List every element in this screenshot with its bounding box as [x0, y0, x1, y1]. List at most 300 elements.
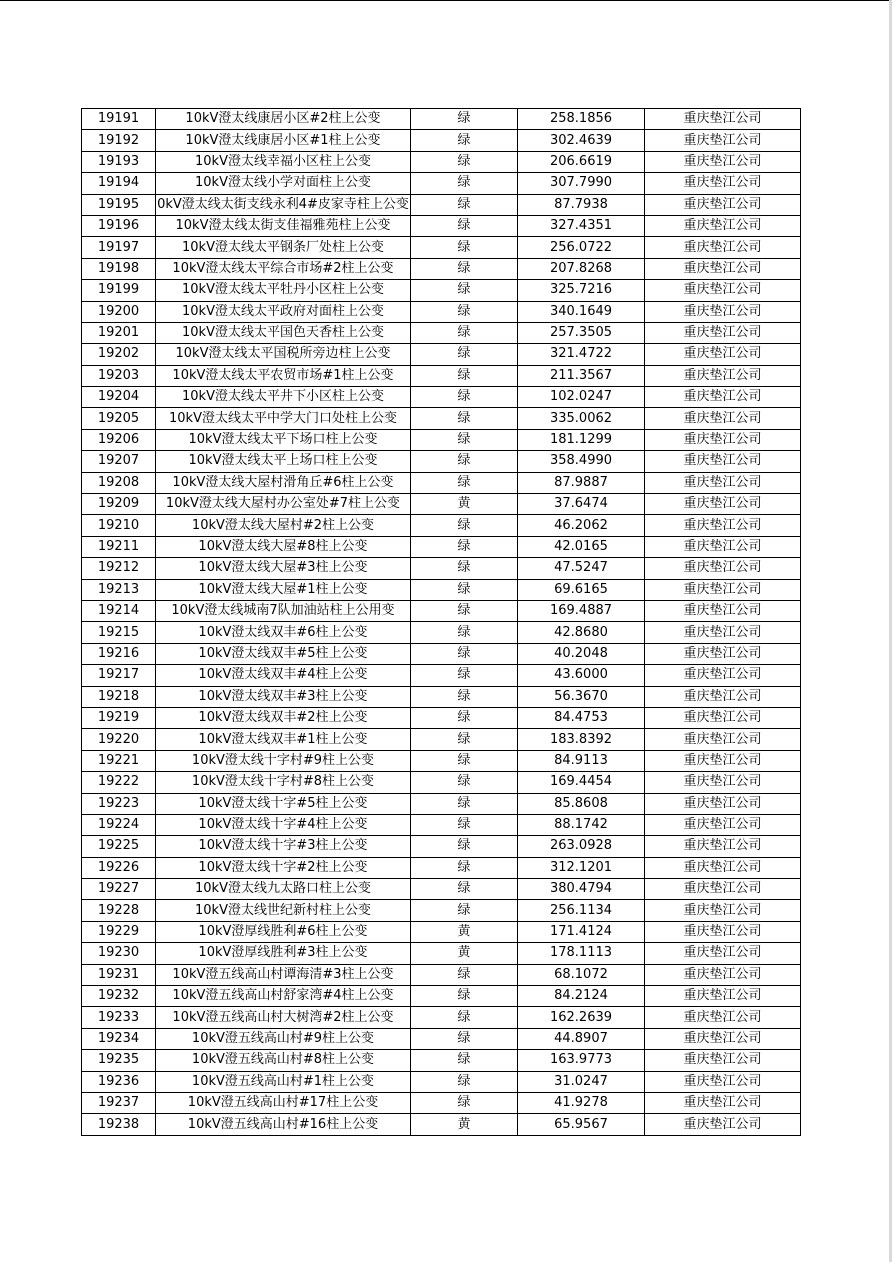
page-top-border	[0, 0, 892, 1]
table-row	[82, 1007, 801, 1028]
cell-color-status: 绿	[411, 686, 518, 707]
table-row	[82, 836, 801, 857]
cell-company: 重庆垫江公司	[645, 151, 801, 172]
cell-name	[156, 494, 411, 515]
cell-color-status: 绿	[411, 344, 518, 365]
cell-company: 重庆垫江公司	[645, 237, 801, 258]
cell-color-status: 绿	[411, 387, 518, 408]
table-row	[82, 280, 801, 301]
cell-color-status: 绿	[411, 258, 518, 279]
cell-name	[156, 1007, 411, 1028]
cell-value: 69.6165	[518, 579, 645, 600]
cell-value: 46.2062	[518, 515, 645, 536]
cell-company: 重庆垫江公司	[645, 344, 801, 365]
cell-value: 87.7938	[518, 194, 645, 215]
table-row	[82, 600, 801, 621]
cell-id: 19237	[82, 1092, 156, 1113]
cell-name-text: 10kV澄太线太平井下小区柱上公变	[182, 389, 384, 405]
cell-company: 重庆垫江公司	[645, 1007, 801, 1028]
table-row	[82, 1092, 801, 1113]
cell-name	[156, 793, 411, 814]
table-row	[82, 109, 801, 130]
cell-value: 312.1201	[518, 857, 645, 878]
cell-company: 重庆垫江公司	[645, 322, 801, 343]
cell-id: 19210	[82, 515, 156, 536]
cell-company: 重庆垫江公司	[645, 964, 801, 985]
cell-value: 211.3567	[518, 365, 645, 386]
cell-color-status: 绿	[411, 1028, 518, 1049]
cell-id: 19217	[82, 665, 156, 686]
cell-id: 19213	[82, 579, 156, 600]
cell-name	[156, 387, 411, 408]
cell-company: 重庆垫江公司	[645, 921, 801, 942]
cell-name-text: 10kV澄太线小学对面柱上公变	[195, 175, 371, 191]
cell-color-status: 绿	[411, 536, 518, 557]
cell-id: 19231	[82, 964, 156, 985]
cell-color-status: 绿	[411, 986, 518, 1007]
cell-name	[156, 707, 411, 728]
cell-color-status: 绿	[411, 215, 518, 236]
cell-company: 重庆垫江公司	[645, 729, 801, 750]
cell-name	[156, 173, 411, 194]
cell-company: 重庆垫江公司	[645, 130, 801, 151]
table-row	[82, 558, 801, 579]
cell-name-text: 10kV澄五线高山村#1柱上公变	[191, 1073, 375, 1089]
table-row	[82, 408, 801, 429]
cell-name	[156, 772, 411, 793]
cell-name-text: 10kV澄太线双丰#4柱上公变	[198, 667, 368, 683]
cell-id: 19225	[82, 836, 156, 857]
table-row	[82, 429, 801, 450]
cell-color-status: 黄	[411, 921, 518, 942]
table-row	[82, 151, 801, 172]
cell-name	[156, 280, 411, 301]
cell-name	[156, 301, 411, 322]
cell-value: 162.2639	[518, 1007, 645, 1028]
cell-value: 358.4990	[518, 451, 645, 472]
cell-name-text: 10kV澄太线大屋村滑角丘#6柱上公变	[172, 474, 394, 490]
table-row	[82, 1114, 801, 1135]
cell-value: 44.8907	[518, 1028, 645, 1049]
cell-name-text: 10kV澄五线高山村#17柱上公变	[187, 1095, 379, 1111]
table-row	[82, 451, 801, 472]
cell-name-text: 10kV澄太线太街支佳福雅苑柱上公变	[175, 218, 391, 234]
cell-name-text: 10kV澄五线高山村#16柱上公变	[187, 1116, 379, 1132]
cell-name	[156, 429, 411, 450]
cell-name-text: 10kV澄太线双丰#2柱上公变	[198, 710, 368, 726]
cell-color-status: 黄	[411, 494, 518, 515]
cell-value: 327.4351	[518, 215, 645, 236]
table-row	[82, 472, 801, 493]
cell-color-status: 绿	[411, 900, 518, 921]
cell-color-status: 绿	[411, 451, 518, 472]
cell-color-status: 绿	[411, 408, 518, 429]
cell-name-text: 10kV澄五线高山村舒家湾#4柱上公变	[172, 988, 394, 1004]
cell-color-status: 绿	[411, 879, 518, 900]
cell-id: 19195	[82, 194, 156, 215]
cell-name-text: 10kV澄太线大屋村办公室处#7柱上公变	[165, 496, 401, 512]
table-row	[82, 579, 801, 600]
table-row	[82, 643, 801, 664]
cell-company: 重庆垫江公司	[645, 943, 801, 964]
cell-name	[156, 986, 411, 1007]
cell-id: 19194	[82, 173, 156, 194]
cell-name	[156, 258, 411, 279]
table-row	[82, 986, 801, 1007]
cell-color-status: 绿	[411, 793, 518, 814]
cell-id: 19207	[82, 451, 156, 472]
table-row	[82, 1071, 801, 1092]
cell-color-status: 绿	[411, 964, 518, 985]
cell-value: 340.1649	[518, 301, 645, 322]
cell-color-status: 绿	[411, 301, 518, 322]
table-row	[82, 900, 801, 921]
cell-company: 重庆垫江公司	[645, 109, 801, 130]
cell-name-text: 10kV澄太线九太路口柱上公变	[195, 881, 371, 897]
cell-company: 重庆垫江公司	[645, 301, 801, 322]
cell-name	[156, 322, 411, 343]
cell-company: 重庆垫江公司	[645, 750, 801, 771]
cell-id: 19232	[82, 986, 156, 1007]
cell-company: 重庆垫江公司	[645, 857, 801, 878]
cell-company: 重庆垫江公司	[645, 814, 801, 835]
cell-name-text: 0kV澄太线太街支线永利4#皮家寺柱上公变	[157, 196, 409, 212]
cell-value: 263.0928	[518, 836, 645, 857]
cell-value: 321.4722	[518, 344, 645, 365]
cell-company: 重庆垫江公司	[645, 408, 801, 429]
table-row	[82, 494, 801, 515]
cell-company: 重庆垫江公司	[645, 258, 801, 279]
cell-value: 84.2124	[518, 986, 645, 1007]
cell-name-text: 10kV澄五线高山村谭海清#3柱上公变	[172, 966, 394, 982]
cell-value: 40.2048	[518, 643, 645, 664]
cell-value: 169.4454	[518, 772, 645, 793]
cell-id: 19198	[82, 258, 156, 279]
cell-id: 19205	[82, 408, 156, 429]
cell-value: 42.0165	[518, 536, 645, 557]
cell-value: 163.9773	[518, 1050, 645, 1071]
cell-value: 335.0062	[518, 408, 645, 429]
cell-name-text: 10kV澄太线太平上场口柱上公变	[188, 453, 378, 469]
cell-company: 重庆垫江公司	[645, 665, 801, 686]
cell-color-status: 绿	[411, 772, 518, 793]
cell-color-status: 绿	[411, 109, 518, 130]
cell-value: 42.8680	[518, 622, 645, 643]
cell-company: 重庆垫江公司	[645, 215, 801, 236]
table-row	[82, 686, 801, 707]
cell-color-status: 绿	[411, 1050, 518, 1071]
table-row	[82, 793, 801, 814]
cell-name	[156, 1092, 411, 1113]
cell-name	[156, 451, 411, 472]
cell-id: 19234	[82, 1028, 156, 1049]
cell-id: 19192	[82, 130, 156, 151]
cell-name-text: 10kV澄五线高山村#9柱上公变	[191, 1030, 375, 1046]
cell-id: 19238	[82, 1114, 156, 1135]
cell-value: 181.1299	[518, 429, 645, 450]
cell-name	[156, 1114, 411, 1135]
cell-name	[156, 900, 411, 921]
cell-value: 102.0247	[518, 387, 645, 408]
table-row	[82, 879, 801, 900]
table-row	[82, 344, 801, 365]
cell-name	[156, 515, 411, 536]
cell-color-status: 绿	[411, 194, 518, 215]
cell-name-text: 10kV澄太线十字#2柱上公变	[198, 859, 368, 875]
cell-company: 重庆垫江公司	[645, 686, 801, 707]
cell-value: 84.4753	[518, 707, 645, 728]
cell-company: 重庆垫江公司	[645, 429, 801, 450]
cell-name	[156, 151, 411, 172]
cell-name	[156, 836, 411, 857]
cell-value: 169.4887	[518, 600, 645, 621]
cell-value: 56.3670	[518, 686, 645, 707]
cell-name	[156, 344, 411, 365]
cell-value: 171.4124	[518, 921, 645, 942]
cell-name	[156, 729, 411, 750]
cell-value: 178.1113	[518, 943, 645, 964]
table-row	[82, 515, 801, 536]
cell-company: 重庆垫江公司	[645, 1028, 801, 1049]
table-row	[82, 237, 801, 258]
cell-name	[156, 964, 411, 985]
cell-id: 19197	[82, 237, 156, 258]
cell-color-status: 绿	[411, 1071, 518, 1092]
cell-company: 重庆垫江公司	[645, 836, 801, 857]
cell-name-text: 10kV澄太线十字#4柱上公变	[198, 817, 368, 833]
cell-id: 19219	[82, 707, 156, 728]
cell-id: 19212	[82, 558, 156, 579]
cell-value: 258.1856	[518, 109, 645, 130]
cell-id: 19222	[82, 772, 156, 793]
cell-color-status: 绿	[411, 707, 518, 728]
cell-name-text: 10kV澄太线双丰#5柱上公变	[198, 645, 368, 661]
cell-id: 19229	[82, 921, 156, 942]
cell-value: 257.3505	[518, 322, 645, 343]
cell-name-text: 10kV澄厚线胜利#3柱上公变	[198, 945, 368, 961]
cell-name	[156, 109, 411, 130]
cell-id: 19196	[82, 215, 156, 236]
cell-name-text: 10kV澄太线大屋#8柱上公变	[198, 539, 368, 554]
cell-company: 重庆垫江公司	[645, 472, 801, 493]
cell-id: 19201	[82, 322, 156, 343]
cell-id: 19209	[82, 494, 156, 515]
cell-id: 19208	[82, 472, 156, 493]
cell-value: 47.5247	[518, 558, 645, 579]
cell-value: 380.4794	[518, 879, 645, 900]
cell-id: 19223	[82, 793, 156, 814]
cell-color-status: 绿	[411, 130, 518, 151]
cell-company: 重庆垫江公司	[645, 173, 801, 194]
cell-value: 206.6619	[518, 151, 645, 172]
cell-value: 41.9278	[518, 1092, 645, 1113]
cell-id: 19236	[82, 1071, 156, 1092]
cell-name	[156, 579, 411, 600]
cell-color-status: 绿	[411, 429, 518, 450]
cell-name	[156, 1050, 411, 1071]
cell-name	[156, 622, 411, 643]
cell-color-status: 黄	[411, 1114, 518, 1135]
cell-color-status: 绿	[411, 515, 518, 536]
cell-value: 302.4639	[518, 130, 645, 151]
cell-id: 19226	[82, 857, 156, 878]
cell-color-status: 绿	[411, 836, 518, 857]
cell-name	[156, 814, 411, 835]
cell-name	[156, 600, 411, 621]
cell-name-text: 10kV澄太线双丰#6柱上公变	[198, 624, 368, 640]
cell-color-status: 绿	[411, 665, 518, 686]
cell-name-text: 10kV澄太线大屋村#2柱上公变	[191, 517, 375, 533]
cell-color-status: 绿	[411, 579, 518, 600]
cell-color-status: 绿	[411, 857, 518, 878]
cell-value: 68.1072	[518, 964, 645, 985]
cell-name	[156, 857, 411, 878]
cell-value: 85.8608	[518, 793, 645, 814]
table-row	[82, 772, 801, 793]
cell-company: 重庆垫江公司	[645, 494, 801, 515]
cell-name	[156, 665, 411, 686]
cell-name-text: 10kV澄太线世纪新村柱上公变	[195, 902, 371, 918]
cell-name-text: 10kV澄太线太平国税所旁边柱上公变	[175, 346, 391, 362]
cell-company: 重庆垫江公司	[645, 1114, 801, 1135]
cell-value: 325.7216	[518, 280, 645, 301]
table-row	[82, 665, 801, 686]
cell-company: 重庆垫江公司	[645, 622, 801, 643]
cell-value: 65.9567	[518, 1114, 645, 1135]
cell-color-status: 绿	[411, 729, 518, 750]
cell-company: 重庆垫江公司	[645, 387, 801, 408]
cell-name	[156, 237, 411, 258]
cell-value: 37.6474	[518, 494, 645, 515]
cell-company: 重庆垫江公司	[645, 1050, 801, 1071]
cell-company: 重庆垫江公司	[645, 772, 801, 793]
transformer-table	[81, 108, 801, 1136]
cell-name-text: 10kV澄太线十字#5柱上公变	[198, 795, 368, 811]
cell-id: 19191	[82, 109, 156, 130]
cell-value: 84.9113	[518, 750, 645, 771]
cell-color-status: 绿	[411, 558, 518, 579]
cell-id: 19193	[82, 151, 156, 172]
table-row	[82, 814, 801, 835]
cell-id: 19220	[82, 729, 156, 750]
cell-id: 19199	[82, 280, 156, 301]
cell-name	[156, 215, 411, 236]
cell-company: 重庆垫江公司	[645, 515, 801, 536]
cell-name	[156, 750, 411, 771]
cell-value: 88.1742	[518, 814, 645, 835]
cell-company: 重庆垫江公司	[645, 707, 801, 728]
cell-company: 重庆垫江公司	[645, 451, 801, 472]
cell-name-text: 10kV澄太线太平牡丹小区柱上公变	[182, 282, 384, 298]
cell-id: 19202	[82, 344, 156, 365]
cell-id: 19211	[82, 536, 156, 557]
cell-name-text: 10kV澄太线太平中学大门口处柱上公变	[169, 410, 397, 426]
cell-company: 重庆垫江公司	[645, 194, 801, 215]
cell-name-text: 10kV澄太线太平政府对面柱上公变	[182, 303, 384, 319]
cell-value: 256.0722	[518, 237, 645, 258]
cell-company: 重庆垫江公司	[645, 643, 801, 664]
cell-color-status: 绿	[411, 814, 518, 835]
cell-value: 31.0247	[518, 1071, 645, 1092]
cell-company: 重庆垫江公司	[645, 536, 801, 557]
cell-name-text: 10kV澄太线十字#3柱上公变	[198, 838, 368, 854]
cell-name-text: 10kV澄太线康居小区#1柱上公变	[185, 132, 381, 148]
table-row	[82, 857, 801, 878]
table-row	[82, 536, 801, 557]
cell-id: 19204	[82, 387, 156, 408]
table-row	[82, 729, 801, 750]
table-row	[82, 1050, 801, 1071]
cell-id: 19235	[82, 1050, 156, 1071]
table-row	[82, 921, 801, 942]
table-row	[82, 130, 801, 151]
cell-company: 重庆垫江公司	[645, 793, 801, 814]
cell-color-status: 绿	[411, 1092, 518, 1113]
cell-name-text: 10kV澄太线大屋#3柱上公变	[198, 560, 368, 576]
table-row	[82, 387, 801, 408]
cell-name	[156, 130, 411, 151]
cell-name-text: 10kV澄太线十字村#8柱上公变	[191, 774, 375, 790]
cell-name	[156, 686, 411, 707]
cell-company: 重庆垫江公司	[645, 1092, 801, 1113]
cell-value: 87.9887	[518, 472, 645, 493]
cell-name	[156, 558, 411, 579]
cell-name-text: 10kV澄太线太平农贸市场#1柱上公变	[172, 367, 394, 383]
cell-id: 19214	[82, 600, 156, 621]
table-row	[82, 707, 801, 728]
cell-color-status: 绿	[411, 365, 518, 386]
cell-id: 19227	[82, 879, 156, 900]
cell-color-status: 绿	[411, 173, 518, 194]
cell-name-text: 10kV澄太线康居小区#2柱上公变	[185, 111, 381, 127]
cell-color-status: 绿	[411, 600, 518, 621]
cell-id: 19200	[82, 301, 156, 322]
cell-id: 19224	[82, 814, 156, 835]
cell-name	[156, 1071, 411, 1092]
cell-color-status: 绿	[411, 237, 518, 258]
cell-value: 183.8392	[518, 729, 645, 750]
cell-name	[156, 879, 411, 900]
table-row	[82, 622, 801, 643]
cell-name-text: 10kV澄太线双丰#1柱上公变	[198, 731, 368, 747]
cell-name	[156, 536, 411, 557]
cell-name-text: 10kV澄太线太平下场口柱上公变	[188, 432, 378, 448]
cell-id: 19206	[82, 429, 156, 450]
cell-name	[156, 408, 411, 429]
cell-company: 重庆垫江公司	[645, 986, 801, 1007]
cell-id: 19215	[82, 622, 156, 643]
cell-color-status: 绿	[411, 280, 518, 301]
cell-id: 19221	[82, 750, 156, 771]
cell-value: 307.7990	[518, 173, 645, 194]
cell-company: 重庆垫江公司	[645, 280, 801, 301]
cell-color-status: 绿	[411, 472, 518, 493]
cell-company: 重庆垫江公司	[645, 900, 801, 921]
cell-name	[156, 365, 411, 386]
cell-id: 19216	[82, 643, 156, 664]
cell-value: 207.8268	[518, 258, 645, 279]
cell-name	[156, 1028, 411, 1049]
cell-color-status: 黄	[411, 943, 518, 964]
table-row	[82, 194, 801, 215]
cell-name-text: 10kV澄厚线胜利#6柱上公变	[198, 924, 368, 940]
cell-name	[156, 643, 411, 664]
cell-color-status: 绿	[411, 643, 518, 664]
cell-name-text: 10kV澄太线太平钢条厂处柱上公变	[182, 239, 384, 255]
cell-name-text: 10kV澄太线太平国色天香柱上公变	[182, 325, 384, 341]
cell-company: 重庆垫江公司	[645, 365, 801, 386]
cell-value: 43.6000	[518, 665, 645, 686]
